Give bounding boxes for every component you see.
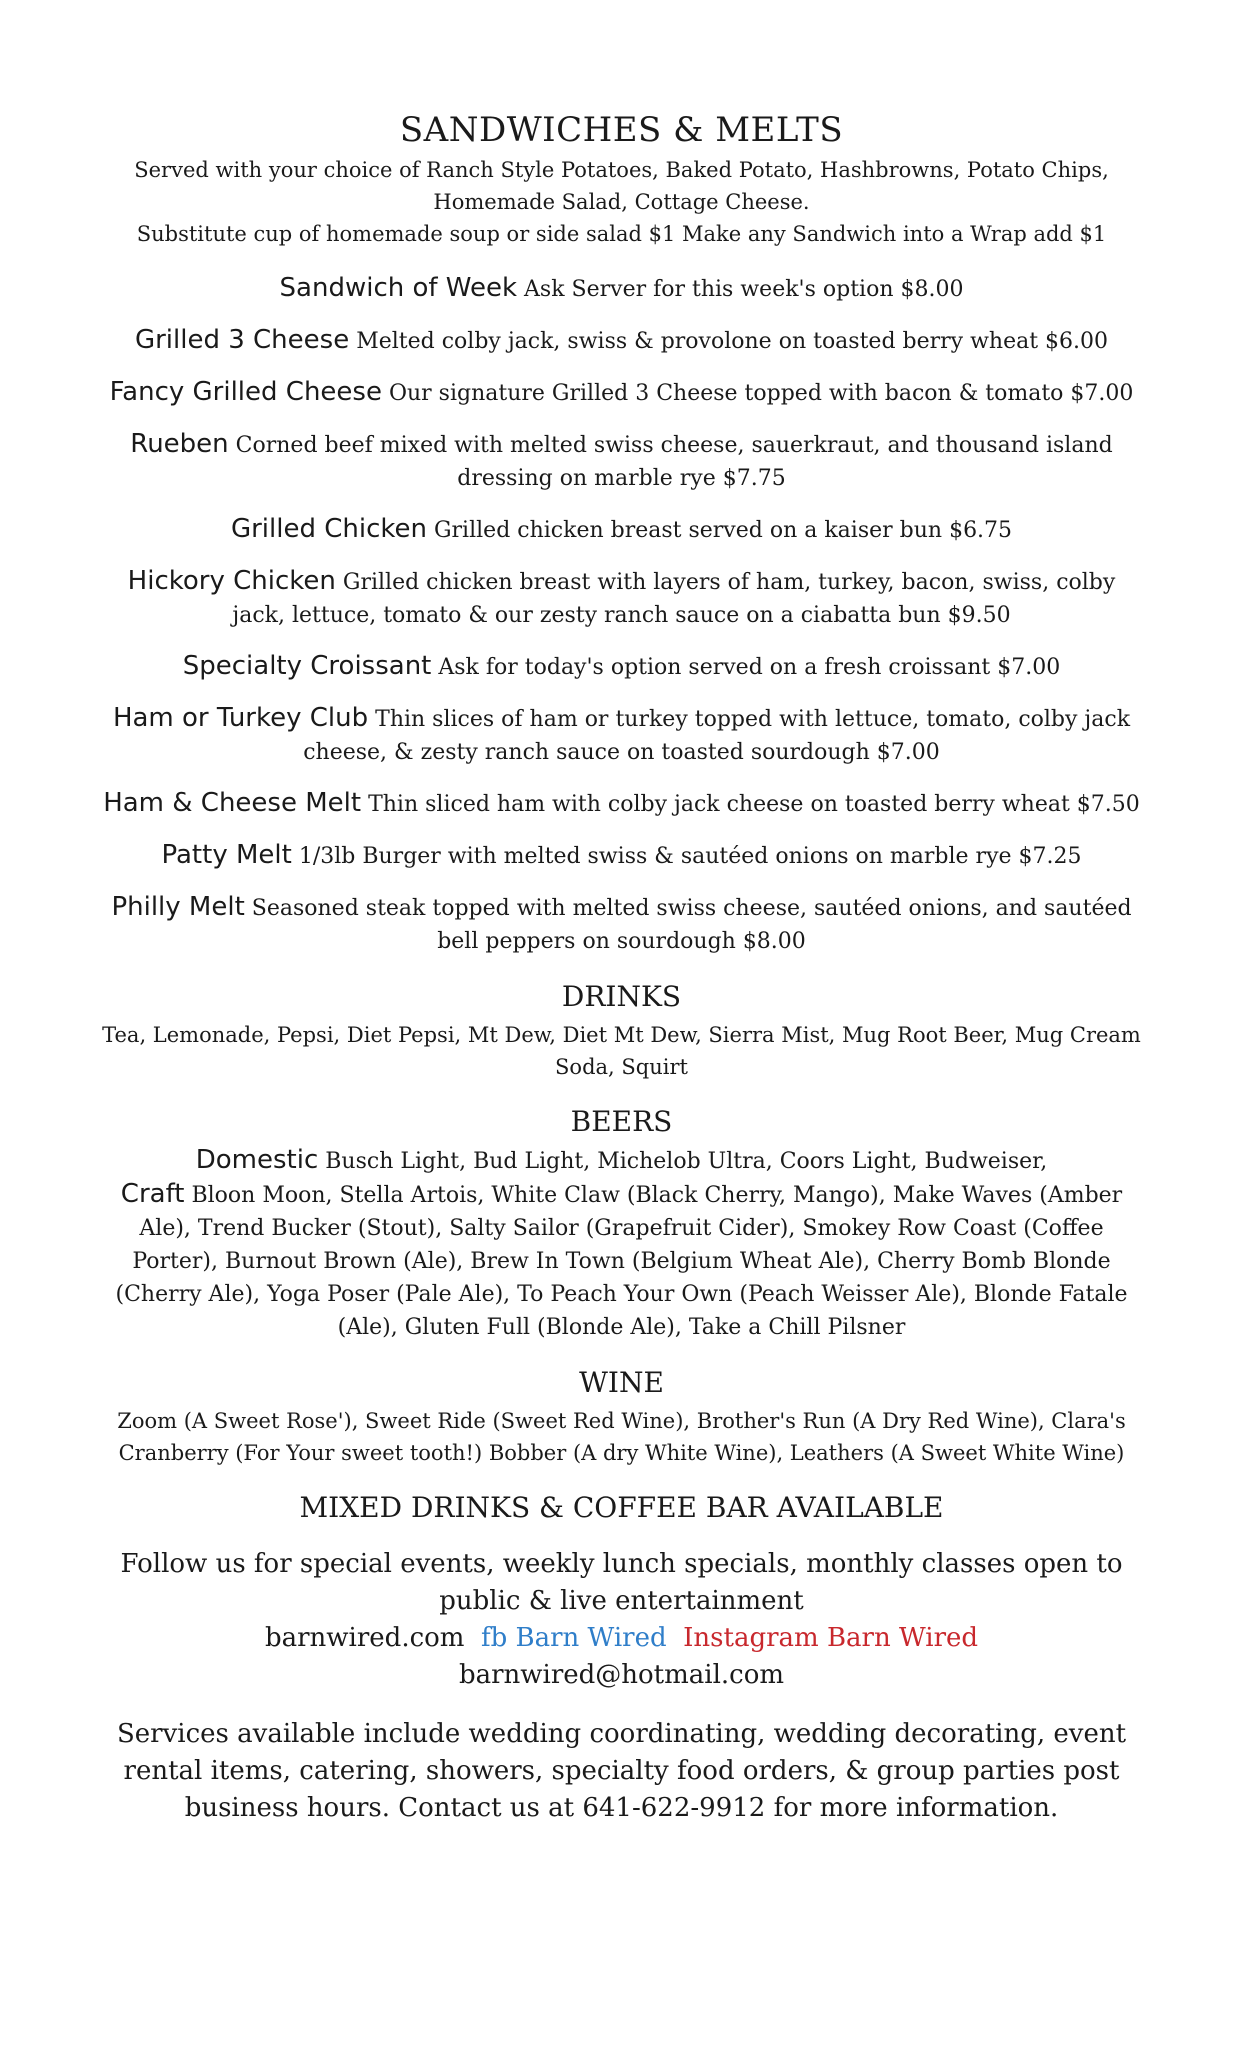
follow-text: Follow us for special events, weekly lunch specials, monthly classes open to public & live entertainment — [120, 1549, 1123, 1616]
beer-category-label: Domestic — [195, 1145, 319, 1175]
menu-item-name: Philly Melt — [111, 892, 245, 922]
menu-item-name: Specialty Croissant — [182, 651, 432, 681]
instagram-link[interactable]: Instagram Barn Wired — [683, 1623, 979, 1653]
sandwiches-sides-line: Homemade Salad, Cottage Cheese. — [433, 190, 810, 214]
beer-craft — [100, 1178, 1143, 1344]
menu-item — [100, 650, 1143, 684]
menu-content — [100, 110, 1143, 1827]
beer-category-label: Craft — [120, 1179, 185, 1209]
menu-item-name: Fancy Grilled Cheese — [109, 377, 382, 407]
beer-craft-list: Bloon Moon, Stella Artois, White Claw (Black Cherry, Mango), Make Waves (Amber Ale), Trend Bucker (Stout), Salty Sailor (Grapefruit Cider), Smokey Row Coast (Coffee Porter), Burnout Brown (Ale), Brew In Town (Belgium Wheat Ale), Cherry Bomb Blonde (Cherry Ale), Yoga Poser (Pale Ale), To Peach Your Own (Peach Weisser Ale), Blonde Fatale (Ale), Gluten Full (Blonde Ale), Take a Chill Pilsner — [115, 1183, 1128, 1340]
menu-item — [100, 376, 1143, 410]
menu-item-name: Ham & Cheese Melt — [103, 788, 362, 818]
menu-item-desc: Corned beef mixed with melted swiss cheese, sauerkraut, and thousand island dressing on marble rye $7.75 — [235, 433, 1113, 491]
sandwiches-sides-line: Served with your choice of Ranch Style Potatoes, Baked Potato, Hashbrowns, Potato Chips, — [134, 158, 1109, 182]
wine-title: WINE — [579, 1366, 664, 1399]
drinks-title: DRINKS — [561, 980, 682, 1013]
menu-item — [100, 839, 1143, 873]
menu-item-desc: Grilled chicken breast served on a kaiser bun $6.75 — [433, 518, 1013, 543]
menu-item — [100, 787, 1143, 821]
website-link[interactable]: barnwired.com — [264, 1623, 465, 1653]
beer-domestic — [100, 1144, 1143, 1178]
menu-item-desc: Our signature Grilled 3 Cheese topped with bacon & tomato $7.00 — [388, 381, 1134, 406]
drinks-list: Tea, Lemonade, Pepsi, Diet Pepsi, Mt Dew, Diet Mt Dew, Sierra Mist, Mug Root Beer, Mug Cream Soda, Squirt — [102, 1023, 1141, 1079]
menu-item-desc: Thin slices of ham or turkey topped with lettuce, tomato, colby jack cheese, & zesty ranch sauce on toasted sourdough $7.00 — [303, 707, 1131, 765]
beer-domestic-list: Busch Light, Bud Light, Michelob Ultra, Coors Light, Budweiser, — [325, 1149, 1048, 1174]
menu-item-name: Grilled 3 Cheese — [134, 325, 350, 355]
social-links — [100, 1620, 1143, 1694]
menu-item — [100, 702, 1143, 769]
sandwiches-substitute-line: Substitute cup of homemade soup or side salad $1 Make any Sandwich into a Wrap add $1 — [136, 222, 1107, 246]
menu-item-desc: Seasoned steak topped with melted swiss cheese, sautéed onions, and sautéed bell peppers on sourdough $8.00 — [251, 896, 1132, 954]
menu-item-desc: Grilled chicken breast with layers of ham, turkey, bacon, swiss, colby jack, lettuce, tomato & our zesty ranch sauce on a ciabatta bun $9.50 — [232, 570, 1116, 628]
wine-list: Zoom (A Sweet Rose'), Sweet Ride (Sweet Red Wine), Brother's Run (A Dry Red Wine), Clara's Cranberry (For Your sweet tooth!) Bobber (A dry White Wine), Leathers (A Sweet White Wine) — [117, 1409, 1126, 1465]
menu-item-desc: 1/3lb Burger with melted swiss & sautéed onions on marble rye $7.25 — [298, 844, 1082, 869]
facebook-link[interactable]: fb Barn Wired — [480, 1623, 667, 1653]
menu-item — [100, 272, 1143, 306]
menu-item-desc: Ask for today's option served on a fresh croissant $7.00 — [438, 655, 1061, 680]
sandwiches-title: SANDWICHES & MELTS — [399, 110, 844, 150]
menu-item-name: Grilled Chicken — [230, 514, 427, 544]
menu-item-name: Hickory Chicken — [127, 566, 336, 596]
menu-item-name: Ham or Turkey Club — [112, 703, 369, 733]
menu-item — [100, 513, 1143, 547]
menu-item-name: Sandwich of Week — [279, 273, 518, 303]
menu-item-desc: Melted colby jack, swiss & provolone on toasted berry wheat $6.00 — [356, 329, 1109, 354]
beers-title: BEERS — [570, 1105, 673, 1138]
mixed-drinks-banner: MIXED DRINKS & COFFEE BAR AVAILABLE — [299, 1491, 944, 1524]
menu-item-desc: Ask Server for this week's option $8.00 — [524, 277, 964, 302]
menu-item-name: Patty Melt — [161, 840, 292, 870]
menu-item — [100, 324, 1143, 358]
menu-item — [100, 428, 1143, 495]
menu-item-desc: Thin sliced ham with colby jack cheese on toasted berry wheat $7.50 — [368, 792, 1140, 817]
email-link[interactable]: barnwired@hotmail.com — [458, 1660, 785, 1690]
menu-item — [100, 565, 1143, 632]
services-text: Services available include wedding coordinating, wedding decorating, event rental items, catering, showers, specialty food orders, & group parties post business hours. Contact us at 641-622-9912 for more information. — [116, 1719, 1127, 1823]
menu-item-name: Rueben — [130, 429, 229, 459]
menu-item — [100, 891, 1143, 958]
